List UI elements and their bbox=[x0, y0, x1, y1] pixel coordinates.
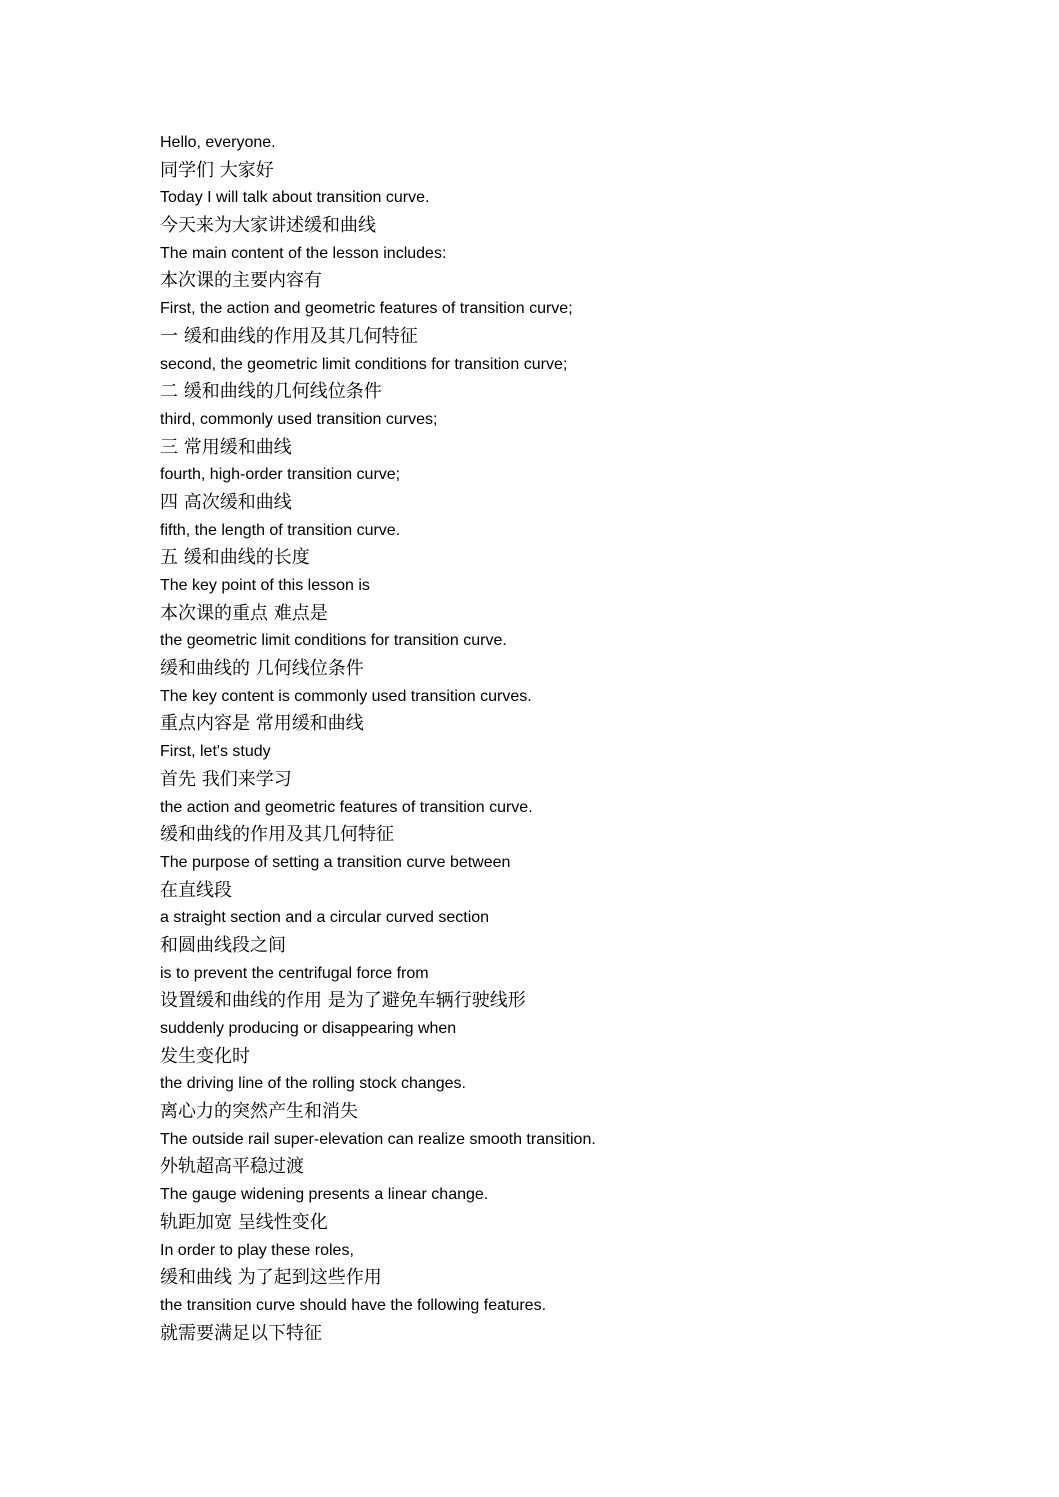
english-text-line: third, commonly used transition curves; bbox=[160, 410, 438, 428]
chinese-text-line: 发生变化时 bbox=[160, 1045, 250, 1067]
chinese-text-line: 一 缓和曲线的作用及其几何特征 bbox=[160, 325, 418, 347]
chinese-text-line: 同学们 大家好 bbox=[160, 159, 274, 181]
chinese-text-line: 二 缓和曲线的几何线位条件 bbox=[160, 381, 382, 403]
english-text-line: the driving line of the rolling stock changes. bbox=[160, 1075, 466, 1093]
english-text-line: The gauge widening presents a linear change. bbox=[160, 1186, 489, 1204]
english-text-line: First, the action and geometric features of transition curve; bbox=[160, 300, 573, 318]
document-body bbox=[160, 129, 1000, 1347]
chinese-text-line: 重点内容是 常用缓和曲线 bbox=[160, 713, 364, 735]
english-text-line: second, the geometric limit conditions for transition curve; bbox=[160, 355, 568, 373]
english-text-line: In order to play these roles, bbox=[160, 1241, 354, 1259]
chinese-text-line: 在直线段 bbox=[160, 879, 232, 901]
english-text-line: The key content is commonly used transition curves. bbox=[160, 687, 532, 705]
english-text-line: a straight section and a circular curved section bbox=[160, 909, 490, 927]
english-text-line: The main content of the lesson includes: bbox=[160, 244, 447, 262]
chinese-text-line: 今天来为大家讲述缓和曲线 bbox=[160, 215, 376, 237]
chinese-text-line: 缓和曲线 为了起到这些作用 bbox=[160, 1267, 382, 1289]
chinese-text-line: 本次课的重点 难点是 bbox=[160, 602, 328, 624]
english-text-line: The outside rail super-elevation can realize smooth transition. bbox=[160, 1130, 596, 1148]
chinese-text-line: 缓和曲线的作用及其几何特征 bbox=[160, 824, 394, 846]
english-text-line: fourth, high-order transition curve; bbox=[160, 466, 401, 484]
chinese-text-line: 就需要满足以下特征 bbox=[160, 1322, 322, 1344]
english-text-line: First, let's study bbox=[160, 743, 271, 761]
english-text-line: The purpose of setting a transition curve between bbox=[160, 853, 511, 871]
chinese-text-line: 本次课的主要内容有 bbox=[160, 270, 322, 292]
english-text-line: Hello, everyone. bbox=[160, 134, 276, 151]
english-text-line: fifth, the length of transition curve. bbox=[160, 521, 401, 539]
chinese-text-line: 轨距加宽 呈线性变化 bbox=[160, 1211, 328, 1233]
chinese-text-line: 五 缓和曲线的长度 bbox=[160, 547, 310, 569]
chinese-text-line: 和圆曲线段之间 bbox=[160, 934, 286, 956]
chinese-text-line: 离心力的突然产生和消失 bbox=[160, 1101, 358, 1123]
chinese-text-line: 外轨超高平稳过渡 bbox=[160, 1156, 304, 1178]
english-text-line: the transition curve should have the following features. bbox=[160, 1296, 547, 1314]
chinese-text-line: 四 高次缓和曲线 bbox=[160, 491, 292, 513]
english-text-line: the action and geometric features of transition curve. bbox=[160, 798, 533, 816]
chinese-text-line: 三 常用缓和曲线 bbox=[160, 436, 292, 458]
english-text-line: The key point of this lesson is bbox=[160, 577, 370, 594]
english-text-line: is to prevent the centrifugal force from bbox=[160, 964, 429, 982]
english-text-line: Today I will talk about transition curve. bbox=[160, 189, 430, 207]
chinese-text-line: 缓和曲线的 几何线位条件 bbox=[160, 658, 364, 680]
chinese-text-line: 设置缓和曲线的作用 是为了避免车辆行驶线形 bbox=[160, 990, 526, 1012]
english-text-line: the geometric limit conditions for transition curve. bbox=[160, 632, 507, 650]
chinese-text-line: 首先 我们来学习 bbox=[160, 768, 292, 790]
english-text-line: suddenly producing or disappearing when bbox=[160, 1020, 457, 1037]
